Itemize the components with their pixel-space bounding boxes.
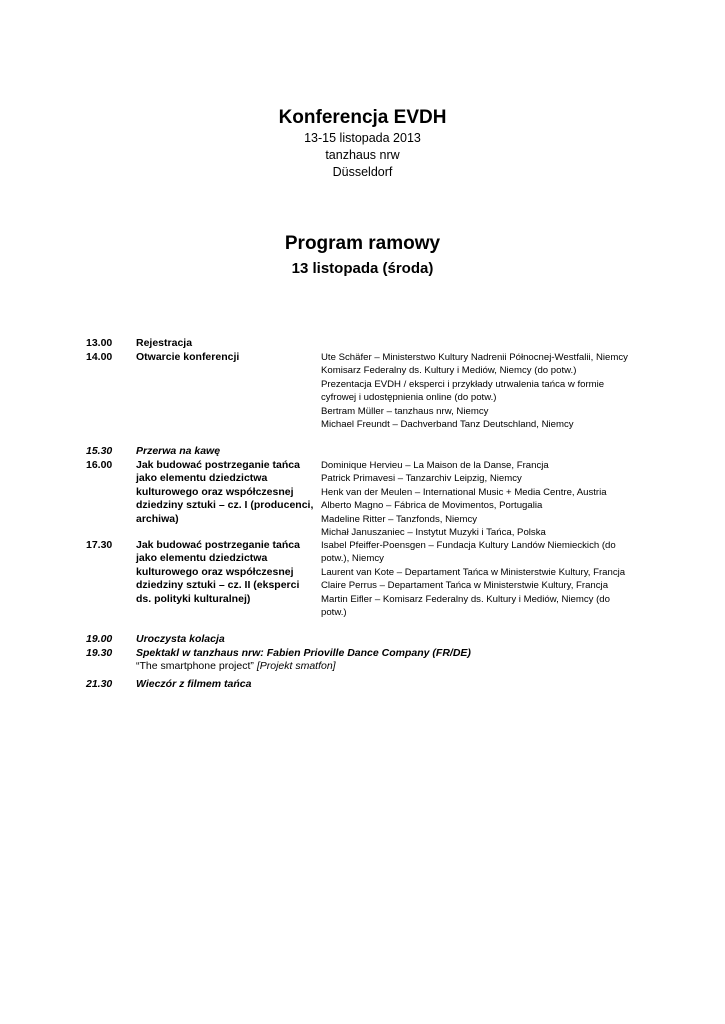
conference-dates: 13-15 listopada 2013 <box>304 131 421 145</box>
speaker-item: Claire Perrus – Departament Tańca w Ministerstwie Kultury, Francja <box>321 580 609 592</box>
speaker-list <box>321 459 636 539</box>
schedule-title: Jak budować postrzeganie tańca jako elementu dziedzictwa kulturowego oraz współczesnej dziedziny sztuki – cz. II (eksperci ds. polityki kulturalnej) <box>136 539 300 605</box>
schedule-time: 21.30 <box>86 678 113 690</box>
program-title: Program ramowy <box>284 233 441 254</box>
performance-subtitle-original: “The smartphone project” <box>136 660 254 673</box>
conference-city: Düsseldorf <box>332 165 393 179</box>
performance-subtitle <box>136 660 556 673</box>
speaker-item: Prezentacja EVDH / eksperci i przykłady utrwalenia tańca w formie cyfrowej i udostępnienia online (do potw.) <box>321 378 605 404</box>
speaker-item: Laurent van Kote – Departament Tańca w Ministerstwie Kultury, Francja <box>321 566 626 578</box>
schedule-title: Rejestracja <box>136 337 193 349</box>
schedule-title: Wieczór z filmem tańca <box>136 678 252 690</box>
performance-subtitle-translation: [Projekt smatfon] <box>256 660 336 673</box>
speaker-item: Dominique Hervieu – La Maison de la Danse, Francja <box>321 460 549 471</box>
schedule-time: 19.30 <box>86 647 113 659</box>
schedule-title: Przerwa na kawę <box>136 445 221 457</box>
speaker-item: Komisarz Federalny ds. Kultury i Mediów, Niemcy (do potw.) <box>321 365 577 377</box>
speaker-item: Madeline Ritter – Tanzfonds, Niemcy <box>321 513 478 525</box>
speaker-item: Patrick Primavesi – Tanzarchiv Leipzig, Niemcy <box>321 473 522 485</box>
speaker-item: Isabel Pfeiffer-Poensgen – Fundacja Kultury Landów Niemieckich (do potw.), Niemcy <box>321 540 616 565</box>
schedule-time: 15.30 <box>86 445 113 457</box>
schedule-time: 14.00 <box>86 351 113 363</box>
speaker-item: Alberto Magno – Fábrica de Movimentos, Portugalia <box>321 500 543 512</box>
conference-header <box>0 106 725 181</box>
speaker-item: Michael Freundt – Dachverband Tanz Deutschland, Niemcy <box>321 419 574 431</box>
speaker-item: Ute Schäfer – Ministerstwo Kultury Nadrenii Północnej-Westfalii, Niemcy <box>321 352 628 363</box>
conference-title: Konferencja EVDH <box>278 107 447 128</box>
schedule-title: Uroczysta kolacja <box>136 633 225 645</box>
conference-venue: tanzhaus nrw <box>325 148 400 162</box>
speaker-item: Michał Januszaniec – Instytut Muzyki i Tańca, Polska <box>321 527 546 539</box>
speaker-item: Henk van der Meulen – International Music + Media Centre, Austria <box>321 486 607 498</box>
speaker-item: Martin Eifler – Komisarz Federalny ds. Kultury i Mediów, Niemcy (do potw.) <box>321 593 610 619</box>
schedule-title: Otwarcie konferencji <box>136 351 240 363</box>
schedule-title: Jak budować postrzeganie tańca jako elementu dziedzictwa kulturowego oraz współczesnej dziedziny sztuki – cz. I (producenci, archiwa) <box>136 459 314 525</box>
speaker-list <box>321 351 636 431</box>
program-header <box>0 232 725 280</box>
schedule-title <box>136 647 556 674</box>
schedule-time: 13.00 <box>86 337 113 349</box>
schedule-time: 19.00 <box>86 633 113 645</box>
schedule-time: 17.30 <box>86 539 113 551</box>
performance-title: Spektakl w tanzhaus nrw: Fabien Prioville Dance Company (FR/DE) <box>136 647 471 659</box>
speaker-list <box>321 539 636 619</box>
speaker-item: Bertram Müller – tanzhaus nrw, Niemcy <box>321 405 489 417</box>
schedule-time: 16.00 <box>86 459 113 471</box>
program-day: 13 listopada (środa) <box>291 260 434 277</box>
